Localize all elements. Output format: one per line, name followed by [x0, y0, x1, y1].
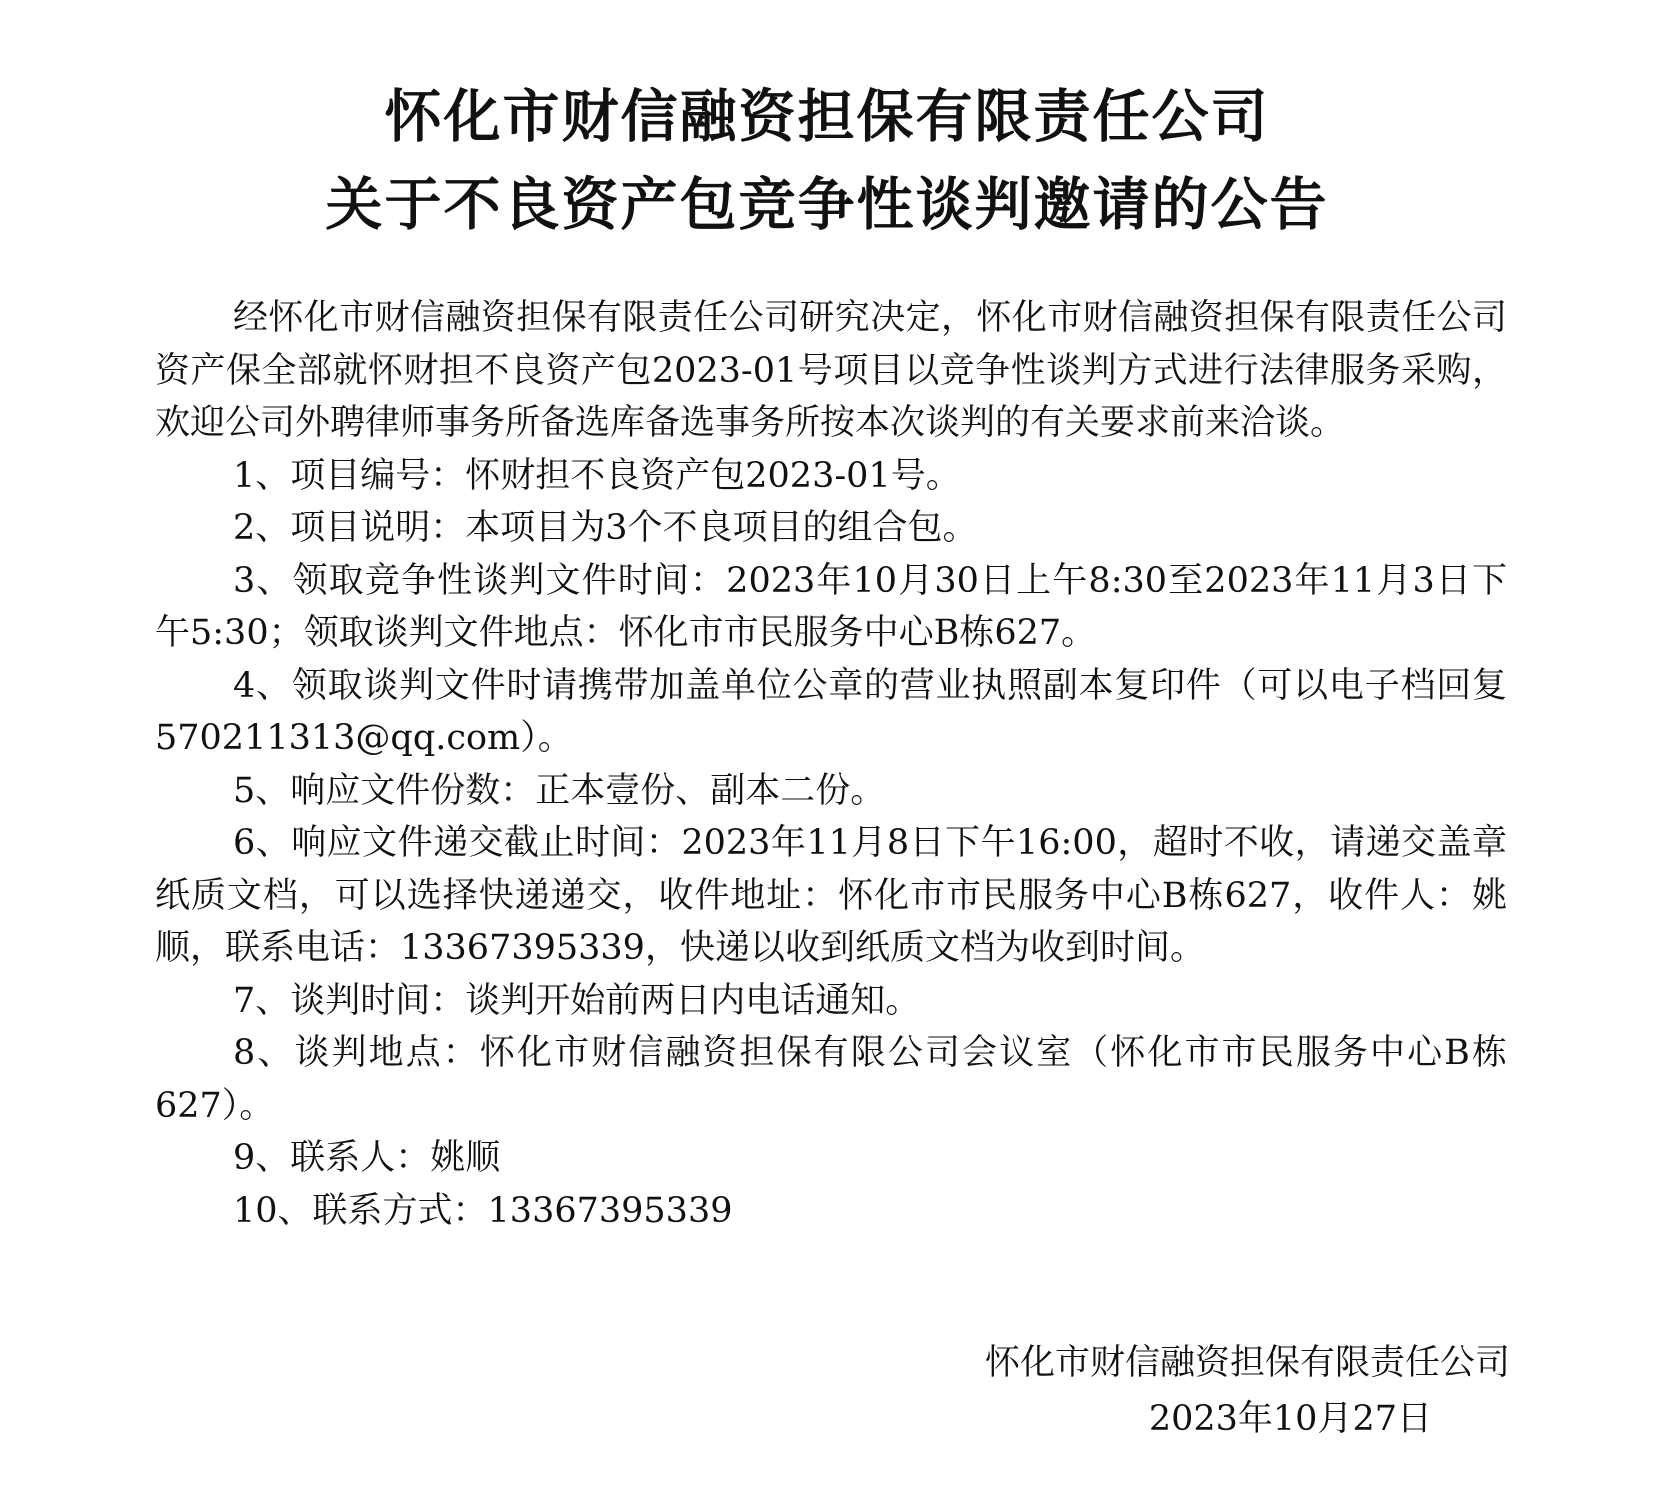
signature-block: [810, 1335, 1510, 1447]
signature-date: 2023年10月27日: [1148, 1399, 1432, 1439]
item-5: 5、响应文件份数：正本壹份、副本二份。: [233, 770, 886, 811]
announcement-body: [155, 292, 1507, 1237]
item-4: 4、领取谈判文件时请携带加盖单位公章的营业执照副本复印件（可以电子档回复570211313@qq.com）。: [155, 665, 1507, 758]
item-3: 3、领取竞争性谈判文件时间：2023年10月30日上午8:30至2023年11月3日下午5:30；领取谈判文件地点：怀化市市民服务中心B栋627。: [155, 560, 1507, 653]
title-line-1: 怀化市财信融资担保有限责任公司: [384, 84, 1270, 150]
item-10: 10、联系方式：13367395339: [233, 1190, 733, 1231]
item-2: 2、项目说明：本项目为3个不良项目的组合包。: [233, 508, 978, 548]
signature-org: 怀化市财信融资担保有限责任公司: [984, 1343, 1510, 1383]
item-6: 6、响应文件递交截止时间：2023年11月8日下午16:00，超时不收，请递交盖章纸质文档，可以选择快递递交，收件地址：怀化市市民服务中心B栋627，收件人：姚顺，联系电话：13367395339，快递以收到纸质文档为收到时间。: [155, 823, 1507, 968]
item-8: 8、谈判地点：怀化市财信融资担保有限公司会议室（怀化市市民服务中心B栋627）。: [155, 1033, 1507, 1126]
intro-paragraph: 经怀化市财信融资担保有限责任公司研究决定，怀化市财信融资担保有限责任公司资产保全部就怀财担不良资产包2023-01号项目以竞争性谈判方式进行法律服务采购，欢迎公司外聘律师事务所备选库备选事务所按本次谈判的有关要求前来洽谈。: [155, 298, 1507, 443]
item-9: 9、联系人：姚顺: [233, 1138, 501, 1178]
title-line-2: 关于不良资产包竞争性谈判邀请的公告: [325, 172, 1329, 238]
item-1: 1、项目编号：怀财担不良资产包2023-01号。: [233, 455, 961, 496]
item-7: 7、谈判时间：谈判开始前两日内电话通知。: [233, 980, 921, 1021]
